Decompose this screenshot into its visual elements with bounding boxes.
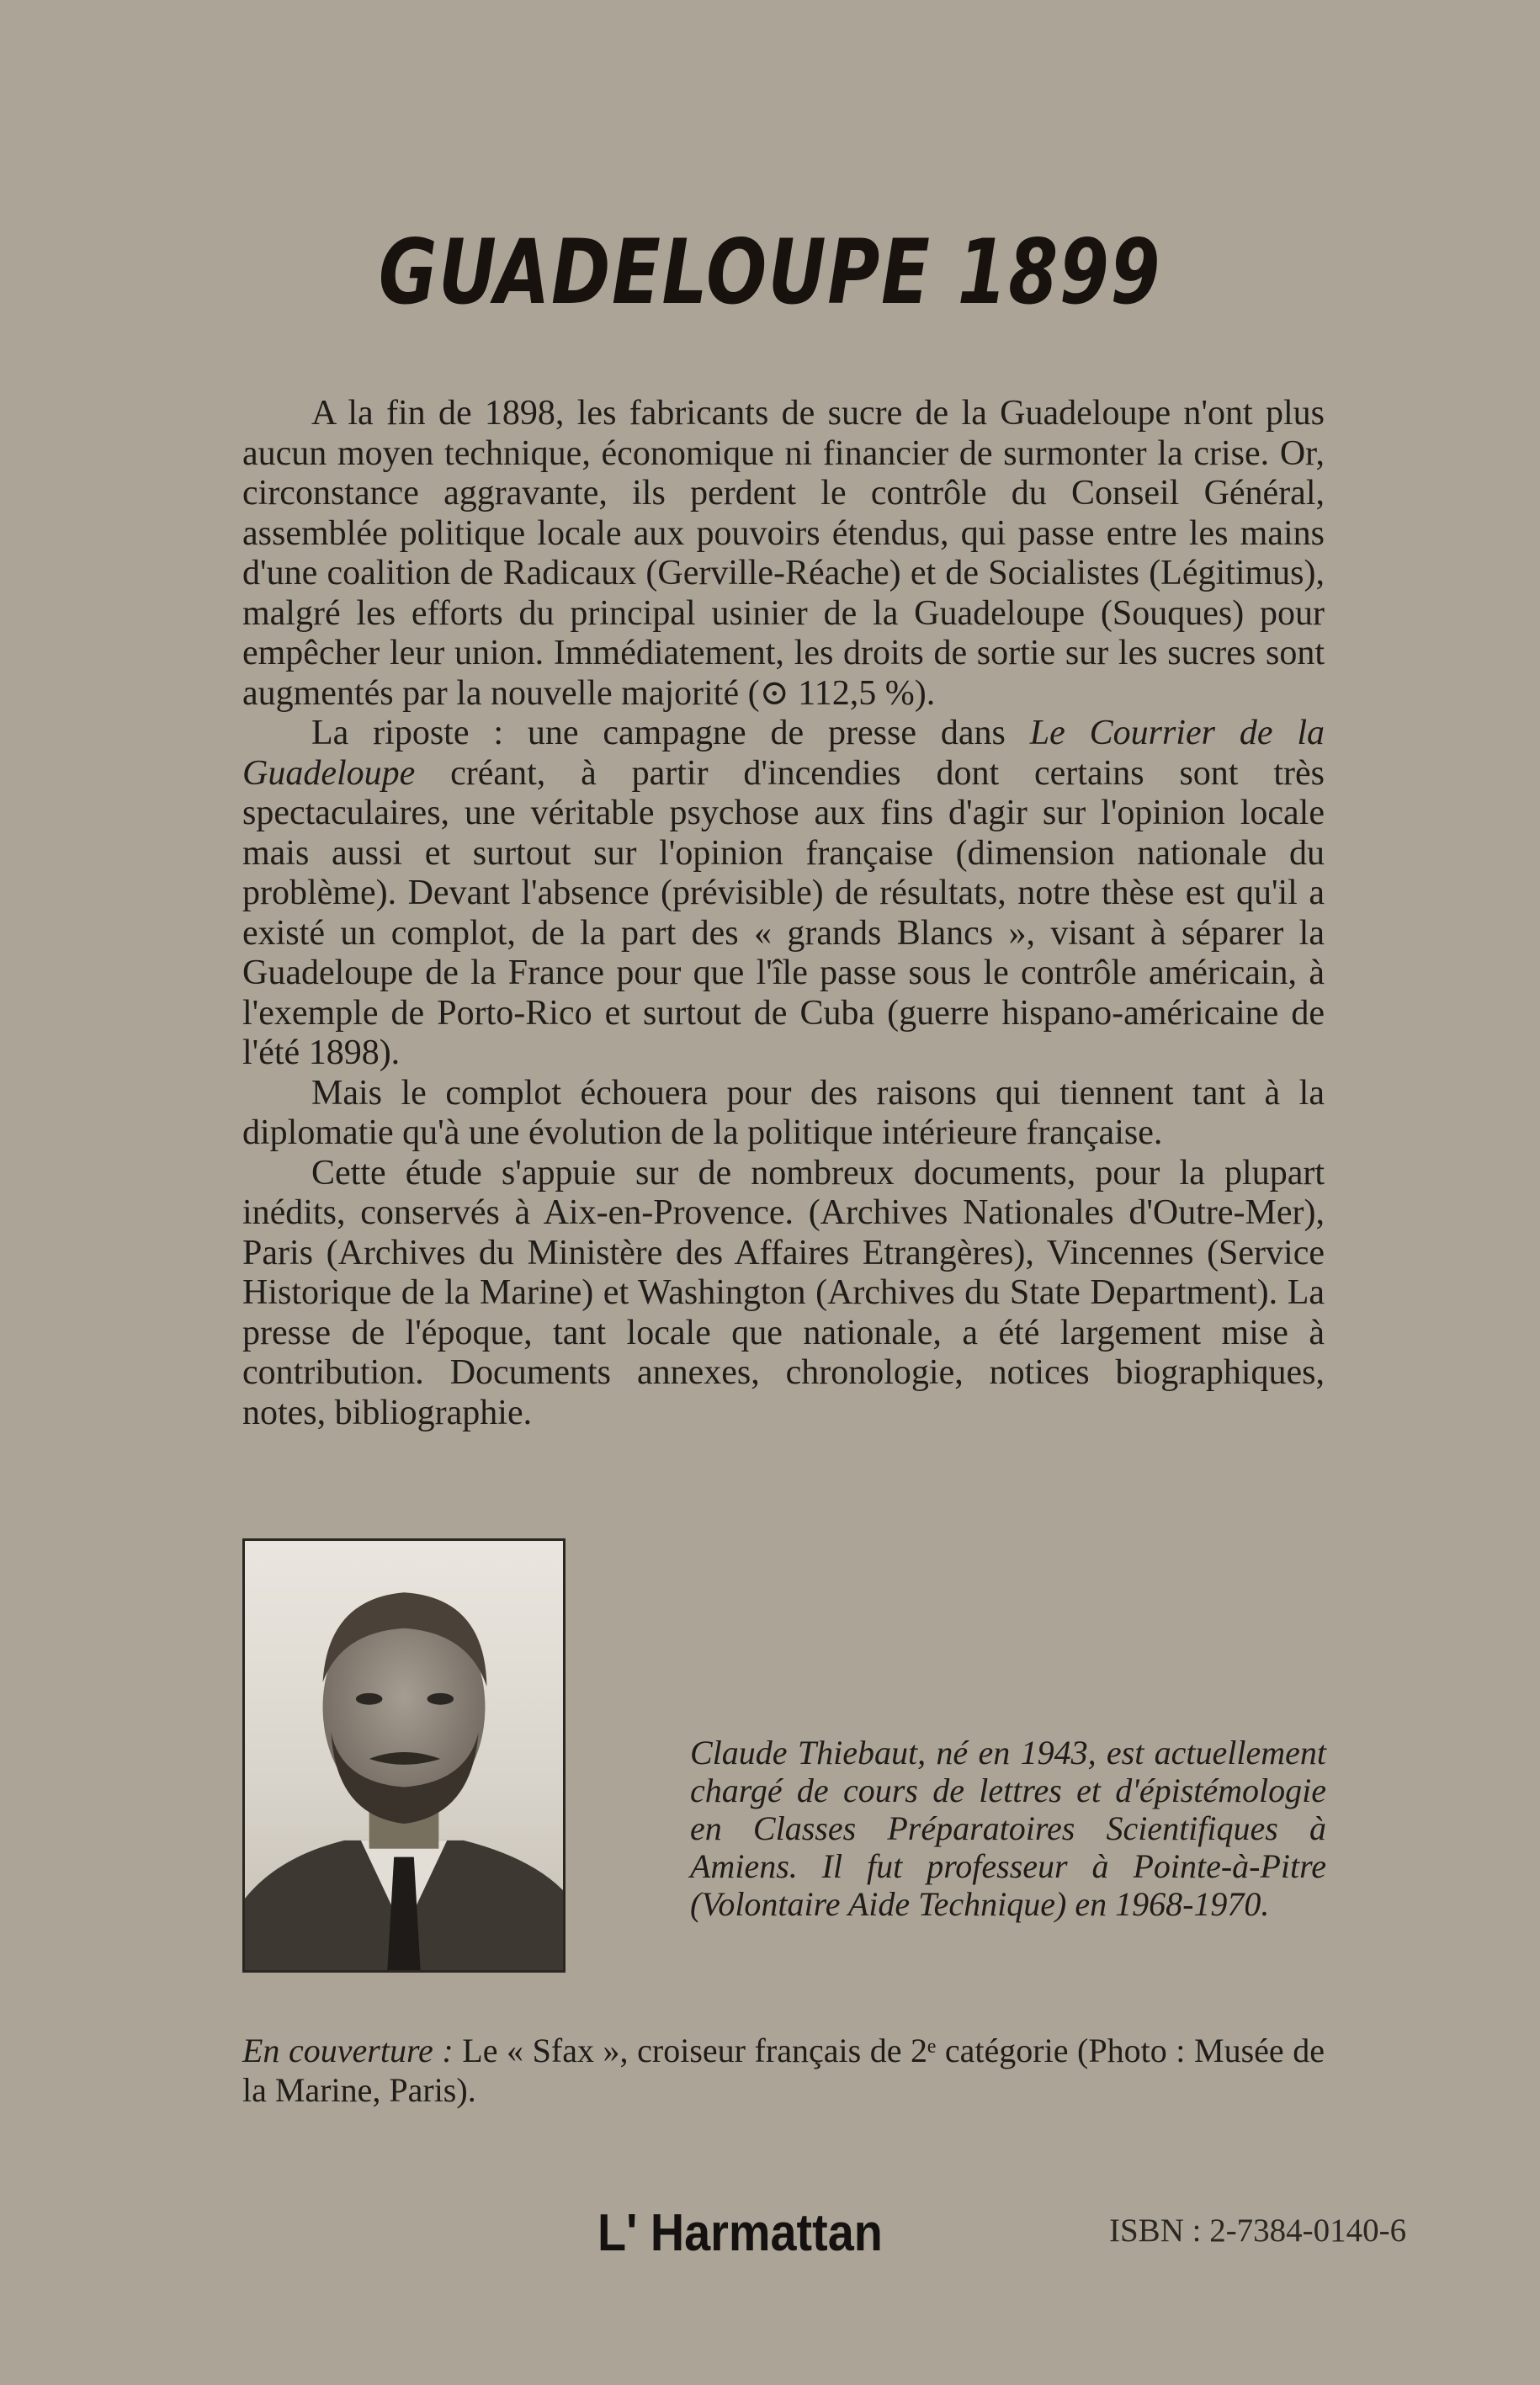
newspaper-title: Le Courrier de la Guadeloupe (242, 714, 1325, 793)
summary-paragraph-2-rest: créant, à partir d'incendies dont certains sont très spectaculaires, une véritable psychose aux fins d'agir sur l'opinion locale mais aussi et surtout sur l'opinion française (dimension nationale du problème). Devant l'absence (prévisible) de résultats, notre thèse est qu'il a existé un complot, de la part des « grands Blancs », visant à séparer la Guadeloupe de la France pour que l'île passe sous le contrôle américain, à l'exemple de Porto-Rico et surtout de Cuba (guerre hispano-américaine de l'été 1898). (242, 753, 1325, 1072)
cover-caption (242, 2031, 1325, 2110)
cover-caption-label: En couverture : (242, 2032, 454, 2069)
summary-paragraph-1: A la fin de 1898, les fabricants de sucre de la Guadeloupe n'ont plus aucun moyen technique, économique ni financier de surmonter la crise. Or, circonstance aggravante, ils perdent le contrôle du Conseil Général, assemblée politique locale aux pouvoirs étendus, qui passe entre les mains d'une coalition de Radicaux (Gerville-Réache) et de Socialistes (Légitimus), malgré les efforts du principal usinier de la Guadeloupe (Souques) pour empêcher leur union. Immédiatement, les droits de sortie sur les sucres sont augmentés par la nouvelle majorité (⊙ 112,5 %). (242, 394, 1325, 713)
book-title: GUADELOUPE 1899 (378, 220, 1162, 324)
publisher-logo: L' Harmattan (597, 2204, 883, 2262)
summary-text (242, 394, 1325, 1433)
summary-paragraph-2 (242, 714, 1325, 1074)
author-bio: Claude Thiebaut, né en 1943, est actuellement chargé de cours de lettres et d'épistémologie en Classes Préparatoires Scientifiques à Amiens. Il fut professeur à Pointe-à-Pitre (Volontaire Aide Technique) en 1968-1970. (690, 1734, 1326, 1923)
cover-caption-text: Le « Sfax », croiseur français de 2ᵉ catégorie (Photo : Musée de la Marine, Paris). (242, 2032, 1325, 2109)
summary-paragraph-2-intro: La riposte : une campagne de presse dans (311, 714, 1030, 752)
summary-paragraph-3: Mais le complot échouera pour des raisons qui tiennent tant à la diplomatie qu'à une évolution de la politique intérieure française. (242, 1073, 1325, 1152)
author-portrait-icon (245, 1541, 563, 1970)
summary-paragraph-4: Cette étude s'appuie sur de nombreux documents, pour la plupart inédits, conservés à Aix-en-Provence. (Archives Nationales d'Outre-Mer), Paris (Archives du Ministère des Affaires Etrangères), Vincennes (Service Historique de la Marine) et Washington (Archives du State Department). La presse de l'époque, tant locale que nationale, a été largement mise à contribution. Documents annexes, chronologie, notices biographiques, notes, bibliographie. (242, 1153, 1325, 1432)
isbn: ISBN : 2-7384-0140-6 (1109, 2212, 1407, 2249)
author-photo (242, 1538, 566, 1973)
